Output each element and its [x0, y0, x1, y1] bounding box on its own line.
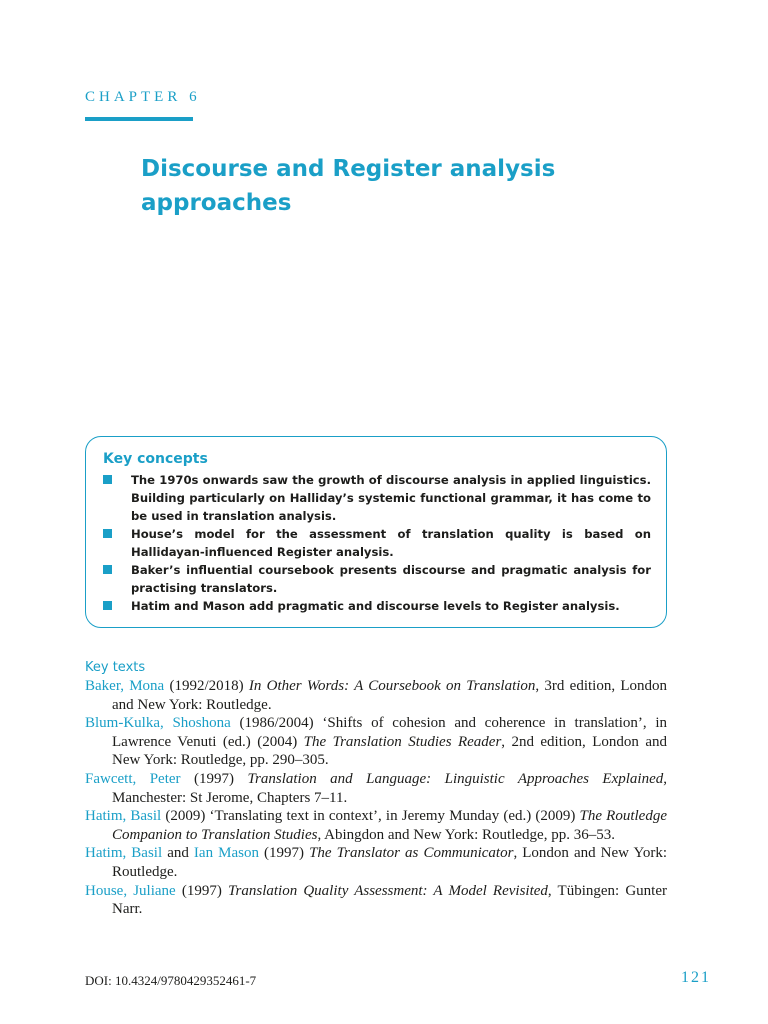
key-concepts-box [85, 436, 667, 628]
key-concept-text: The 1970s onwards saw the growth of discourse analysis in applied linguistics. Building particularly on Halliday’s systemic functional grammar, it has come to be used in translation analysis. [131, 473, 651, 523]
reference-entry [85, 807, 667, 844]
reference-entry [85, 882, 667, 919]
reference-details: (2009) ‘Translating text in context’, in Jeremy Munday (ed.) (2009) [161, 808, 580, 825]
reference-publisher: , Manchester: St Jerome, Chapters 7–11. [112, 770, 667, 806]
reference-publisher: , Tübingen: Gunter Narr. [112, 882, 667, 918]
reference-details: (1992/2018) [164, 678, 249, 694]
reference-title: The Routledge Companion to Translation Studies [112, 808, 667, 843]
key-concept-text: Baker’s influential coursebook presents discourse and pragmatic analysis for practising translators. [131, 563, 651, 595]
chapter-title: Discourse and Register analysis approaches [141, 156, 556, 216]
reference-entry [85, 677, 667, 714]
square-bullet-icon [103, 475, 112, 484]
key-texts-list [85, 677, 667, 919]
reference-entry [85, 770, 667, 807]
reference-publisher: , 2nd edition, London and New York: Routledge, pp. 290–305. [112, 733, 667, 769]
chapter-rule [85, 117, 193, 121]
page-number: 121 [681, 969, 711, 986]
key-concept-text: House’s model for the assessment of translation quality is based on Hallidayan-influenced Register analysis. [131, 527, 651, 559]
reference-entry [85, 844, 667, 881]
key-concept-item [103, 471, 651, 525]
reference-coauthor: Ian Mason [193, 845, 259, 862]
key-concept-item [103, 561, 651, 597]
reference-details: (1997) [258, 845, 310, 862]
reference-author: Hatim, Basil [85, 808, 162, 825]
key-concept-text: Hatim and Mason add pragmatic and discourse levels to Register analysis. [131, 599, 620, 613]
key-concepts-list [103, 471, 651, 615]
reference-publisher: , London and New York: Routledge. [112, 845, 667, 880]
reference-details: (1997) [180, 770, 248, 787]
key-concept-item [103, 597, 651, 615]
reference-title: In Other Words: A Coursebook on Translation [248, 678, 536, 694]
key-concept-item [103, 525, 651, 561]
reference-author: Blum-Kulka, Shoshona [85, 715, 231, 732]
reference-details: (1997) [175, 882, 229, 899]
reference-author: Fawcett, Peter [85, 770, 181, 787]
reference-title: Translation Quality Assessment: A Model Revisited [228, 882, 548, 899]
reference-title: The Translator as Communicator [309, 845, 514, 862]
reference-publisher: , 3rd edition, London and New York: Routledge. [112, 678, 667, 713]
reference-title: Translation and Language: Linguistic Approaches Explained [247, 770, 664, 787]
reference-publisher: , Abingdon and New York: Routledge, pp. 36–53. [317, 826, 615, 843]
reference-entry [85, 714, 667, 770]
key-texts-heading: Key texts [85, 660, 146, 675]
reference-title: The Translation Studies Reader [303, 733, 502, 750]
reference-author: House, Juliane [85, 882, 176, 899]
reference-author: Baker, Mona [85, 678, 165, 694]
key-concepts-heading: Key concepts [103, 451, 208, 467]
chapter-label: CHAPTER 6 [85, 89, 201, 105]
square-bullet-icon [103, 601, 112, 610]
reference-details: (1986/2004) ‘Shifts of cohesion and coherence in translation’, in Lawrence Venuti (ed.) (2004) [112, 715, 667, 750]
reference-joiner: and [162, 845, 194, 862]
square-bullet-icon [103, 565, 112, 574]
reference-author: Hatim, Basil [85, 845, 163, 862]
square-bullet-icon [103, 529, 112, 538]
doi-footer: DOI: 10.4324/9780429352461-7 [85, 973, 257, 988]
